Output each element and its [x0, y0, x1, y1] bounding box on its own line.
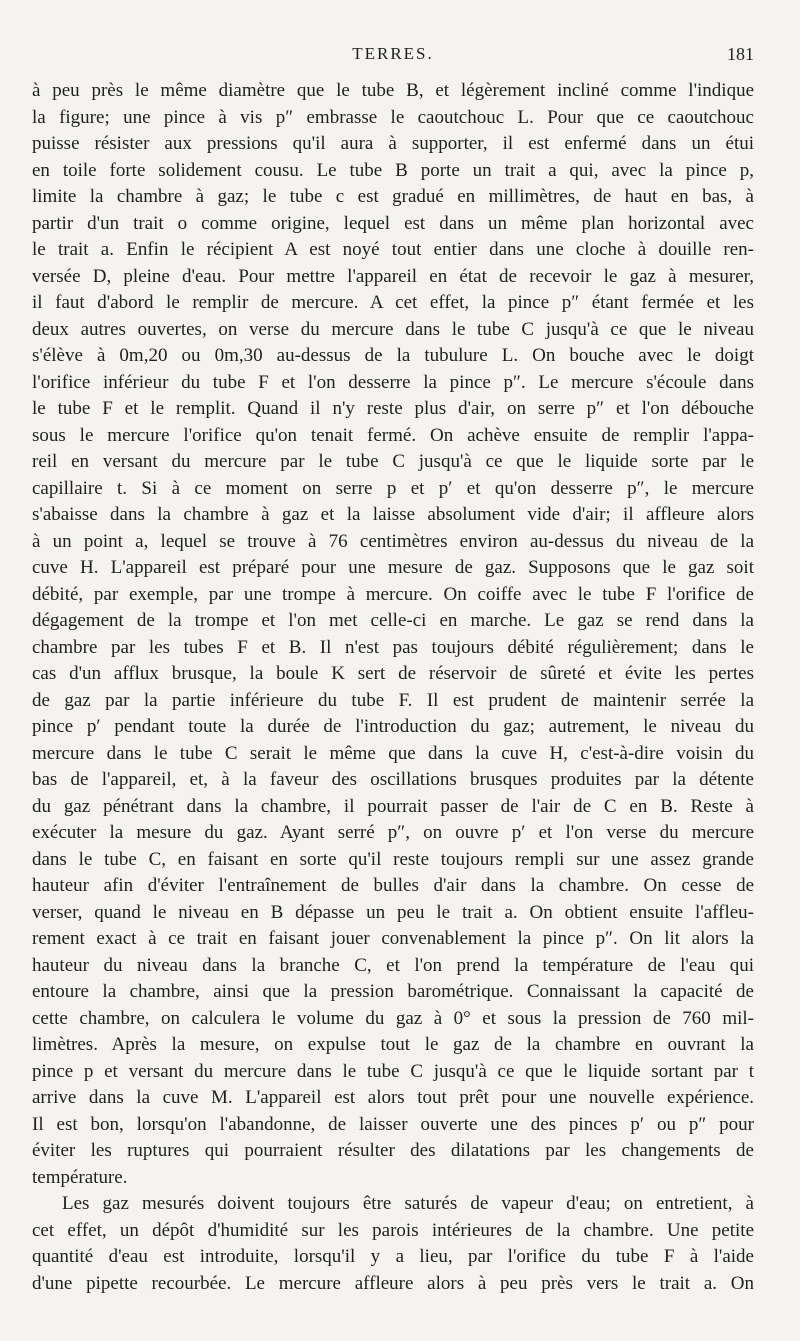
text-line: cet effet, un dépôt d'humidité sur les parois intérieures de la chambre. Une petite: [32, 1219, 754, 1241]
text-line: s'élève à 0m,20 ou 0m,30 au-dessus de la tubulure L. On bouche avec le doigt: [32, 345, 754, 366]
text-line: Il est bon, lorsqu'on l'abandonne, de laisser ouverte une des pinces p′ ou p″ pour: [32, 1113, 754, 1135]
text-line: du gaz pénétrant dans la chambre, il pourrait passer de l'air de C en B. Reste à: [32, 795, 754, 817]
text-line: Les gaz mesurés doivent toujours être saturés de vapeur d'eau; on entretient, à: [62, 1193, 754, 1214]
text-line: reil en versant du mercure par le tube C jusqu'à ce que le liquide sorte par le: [32, 451, 754, 472]
text-line: la figure; une pince à vis p″ embrasse le caoutchouc L. Pour que ce caoutchouc: [32, 106, 754, 128]
text-line: bas de l'appareil, et, à la faveur des oscillations brusques produites par la détente: [32, 769, 754, 790]
text-line: température.: [32, 1166, 128, 1188]
text-line: verser, quand le niveau en B dépasse un peu le trait a. On obtient ensuite l'affleu-: [32, 901, 754, 923]
text-line: versée D, pleine d'eau. Pour mettre l'appareil en état de recevoir le gaz à mesurer,: [32, 265, 754, 287]
text-line: mercure dans le tube C serait le même que dans la cuve H, c'est-à-dire voisin du: [32, 742, 754, 764]
text-line: il faut d'abord le remplir de mercure. A cet effet, la pince p″ étant fermée et les: [32, 292, 754, 313]
page-number: 181: [727, 44, 754, 64]
text-line: capillaire t. Si à ce moment on serre p et p′ et qu'on desserre p″, le mercure: [32, 477, 754, 499]
text-line: en toile forte solidement cousu. Le tube B porte un trait a qui, avec la pince p,: [32, 159, 754, 181]
text-line: le tube F et le remplit. Quand il n'y reste plus d'air, on serre p″ et l'on débouche: [32, 398, 754, 419]
text-line: le trait a. Enfin le récipient A est noyé tout entier dans une cloche à douille ren-: [32, 239, 754, 260]
text-line: l'orifice inférieur du tube F et l'on desserre la pince p″. Le mercure s'écoule dans: [32, 371, 754, 393]
text-line: deux autres ouvertes, on verse du mercure dans le tube C jusqu'à ce que le niveau: [32, 318, 754, 340]
text-line: cas d'un afflux brusque, la boule K sert de réservoir de sûreté et évite les pertes: [32, 663, 754, 684]
text-line: sous le mercure l'orifice qu'on tenait fermé. On achève ensuite de remplir l'appa-: [32, 424, 754, 446]
paragraph-2: [32, 1191, 754, 1297]
text-line: d'une pipette recourbée. Le mercure affleure alors à peu près vers le trait a. On: [32, 1272, 754, 1294]
running-head: [32, 38, 754, 78]
text-line: quantité d'eau est introduite, lorsqu'il y a lieu, par l'orifice du tube F à l'aide: [32, 1246, 754, 1267]
text-line: rement exact à ce trait en faisant jouer convenablement la pince p″. On lit alors la: [32, 928, 754, 949]
text-line: débité, par exemple, par une trompe à mercure. On coiffe avec le tube F l'orifice de: [32, 583, 754, 605]
text-line: chambre par les tubes F et B. Il n'est pas toujours débité régulièrement; dans le: [32, 636, 754, 658]
text-line: entoure la chambre, ainsi que la pression barométrique. Connaissant la capacité de: [32, 981, 754, 1002]
text-line: à peu près le même diamètre que le tube B, et légèrement incliné comme l'indique: [32, 80, 754, 101]
text-line: éviter les ruptures qui pourraient résulter des dilatations par les changements de: [32, 1140, 754, 1161]
text-line: partir d'un trait o comme origine, lequel est dans un même plan horizontal avec: [32, 212, 754, 234]
text-line: hauteur du niveau dans la branche C, et l'on prend la température de l'eau qui: [32, 954, 754, 976]
text-line: de gaz par la partie inférieure du tube F. Il est prudent de maintenir serrée la: [32, 689, 754, 711]
text-line: arrive dans la cuve M. L'appareil est alors tout prêt pour une nouvelle expérience.: [32, 1087, 754, 1108]
text-line: dans le tube C, en faisant en sorte qu'il reste toujours rempli sur une assez grande: [32, 848, 754, 870]
text-line: limite la chambre à gaz; le tube c est gradué en millimètres, de haut en bas, à: [32, 186, 754, 207]
text-line: cuve H. L'appareil est préparé pour une mesure de gaz. Supposons que le gaz soit: [32, 557, 754, 578]
text-line: exécuter la mesure du gaz. Ayant serré p″, on ouvre p′ et l'on verse du mercure: [32, 822, 754, 843]
text-line: s'abaisse dans la chambre à gaz et la laisse absolument vide d'air; il affleure alors: [32, 504, 754, 525]
text-line: dégagement de la trompe et l'on met celle-ci en marche. Le gaz se rend dans la: [32, 610, 754, 631]
text-line: pince p′ pendant toute la durée de l'introduction du gaz; autrement, le niveau du: [32, 716, 754, 737]
paragraph-1: [32, 78, 754, 1191]
text-line: puisse résister aux pressions qu'il aura à supporter, il est enfermé dans un étui: [32, 133, 754, 154]
text-line: pince p et versant du mercure dans le tube C jusqu'à ce que le liquide sortant par t: [32, 1060, 754, 1082]
text-line: hauteur afin d'éviter l'entraînement de bulles d'air dans la chambre. On cesse de: [32, 875, 754, 896]
text-line: cette chambre, on calculera le volume du gaz à 0° et sous la pression de 760 mil-: [32, 1007, 754, 1029]
text-line: à un point a, lequel se trouve à 76 centimètres environ au-dessus du niveau de la: [32, 530, 754, 552]
text-line: limètres. Après la mesure, on expulse tout le gaz de la chambre en ouvrant la: [32, 1034, 754, 1055]
running-title: TERRES.: [352, 44, 434, 63]
